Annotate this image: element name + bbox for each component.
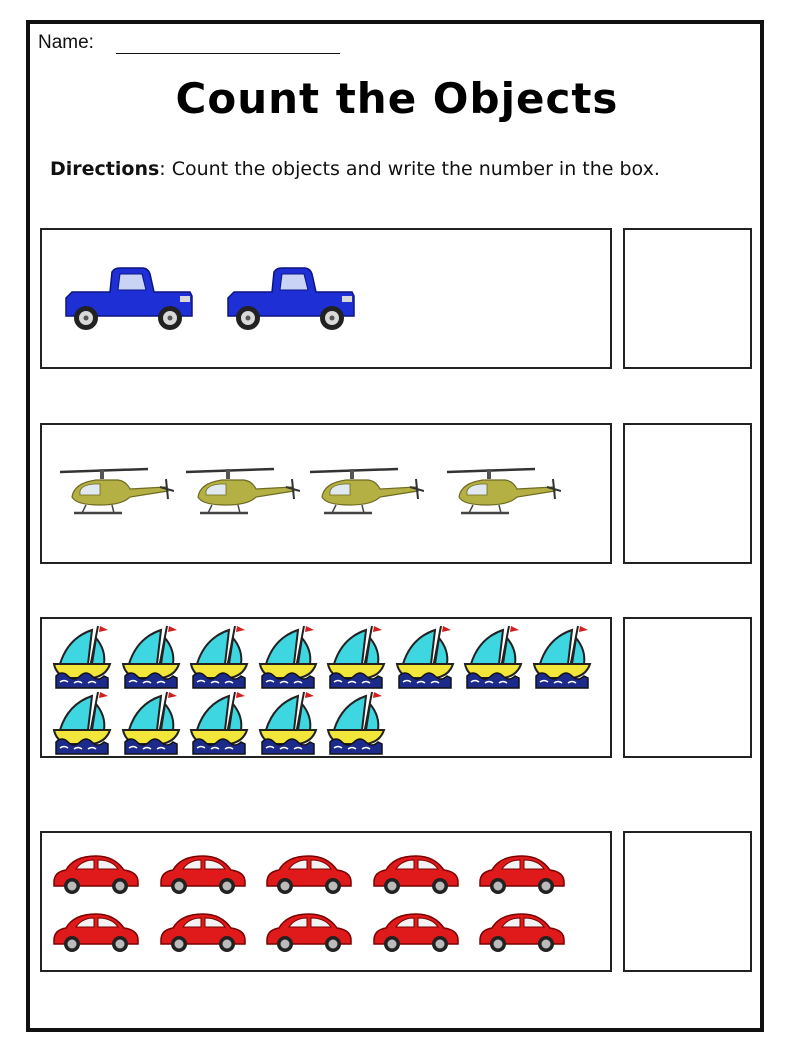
car-icon bbox=[159, 910, 247, 954]
answer-box-trucks[interactable] bbox=[623, 228, 752, 369]
sailboat-icon bbox=[121, 690, 183, 756]
sailboat-icon bbox=[326, 624, 388, 690]
helicopter-icon bbox=[182, 465, 300, 523]
directions-label: Directions bbox=[50, 158, 160, 180]
answer-box-cars[interactable] bbox=[623, 831, 752, 972]
name-label: Name: bbox=[38, 32, 94, 53]
car-icon bbox=[52, 910, 140, 954]
car-icon bbox=[478, 852, 566, 896]
sailboat-icon bbox=[189, 624, 251, 690]
truck-icon bbox=[62, 266, 194, 332]
car-icon bbox=[52, 852, 140, 896]
car-icon bbox=[265, 852, 353, 896]
sailboat-icon bbox=[258, 624, 320, 690]
sailboat-icon bbox=[326, 690, 388, 756]
page-title: Count the Objects bbox=[175, 74, 619, 123]
sailboat-icon bbox=[52, 690, 114, 756]
car-icon bbox=[372, 910, 460, 954]
car-icon bbox=[372, 852, 460, 896]
sailboat-icon bbox=[189, 690, 251, 756]
name-input-line[interactable] bbox=[116, 53, 340, 54]
sailboat-icon bbox=[52, 624, 114, 690]
helicopter-icon bbox=[306, 465, 424, 523]
car-icon bbox=[478, 910, 566, 954]
directions-text: : Count the objects and write the number in the box. bbox=[159, 158, 660, 180]
sailboat-icon bbox=[395, 624, 457, 690]
answer-box-sailboats[interactable] bbox=[623, 617, 752, 758]
helicopter-icon bbox=[443, 465, 561, 523]
car-icon bbox=[159, 852, 247, 896]
answer-box-helicopters[interactable] bbox=[623, 423, 752, 564]
sailboat-icon bbox=[532, 624, 594, 690]
helicopter-icon bbox=[56, 465, 174, 523]
truck-icon bbox=[224, 266, 356, 332]
sailboat-icon bbox=[121, 624, 183, 690]
sailboat-icon bbox=[258, 690, 320, 756]
sailboat-icon bbox=[463, 624, 525, 690]
directions bbox=[50, 158, 660, 180]
car-icon bbox=[265, 910, 353, 954]
